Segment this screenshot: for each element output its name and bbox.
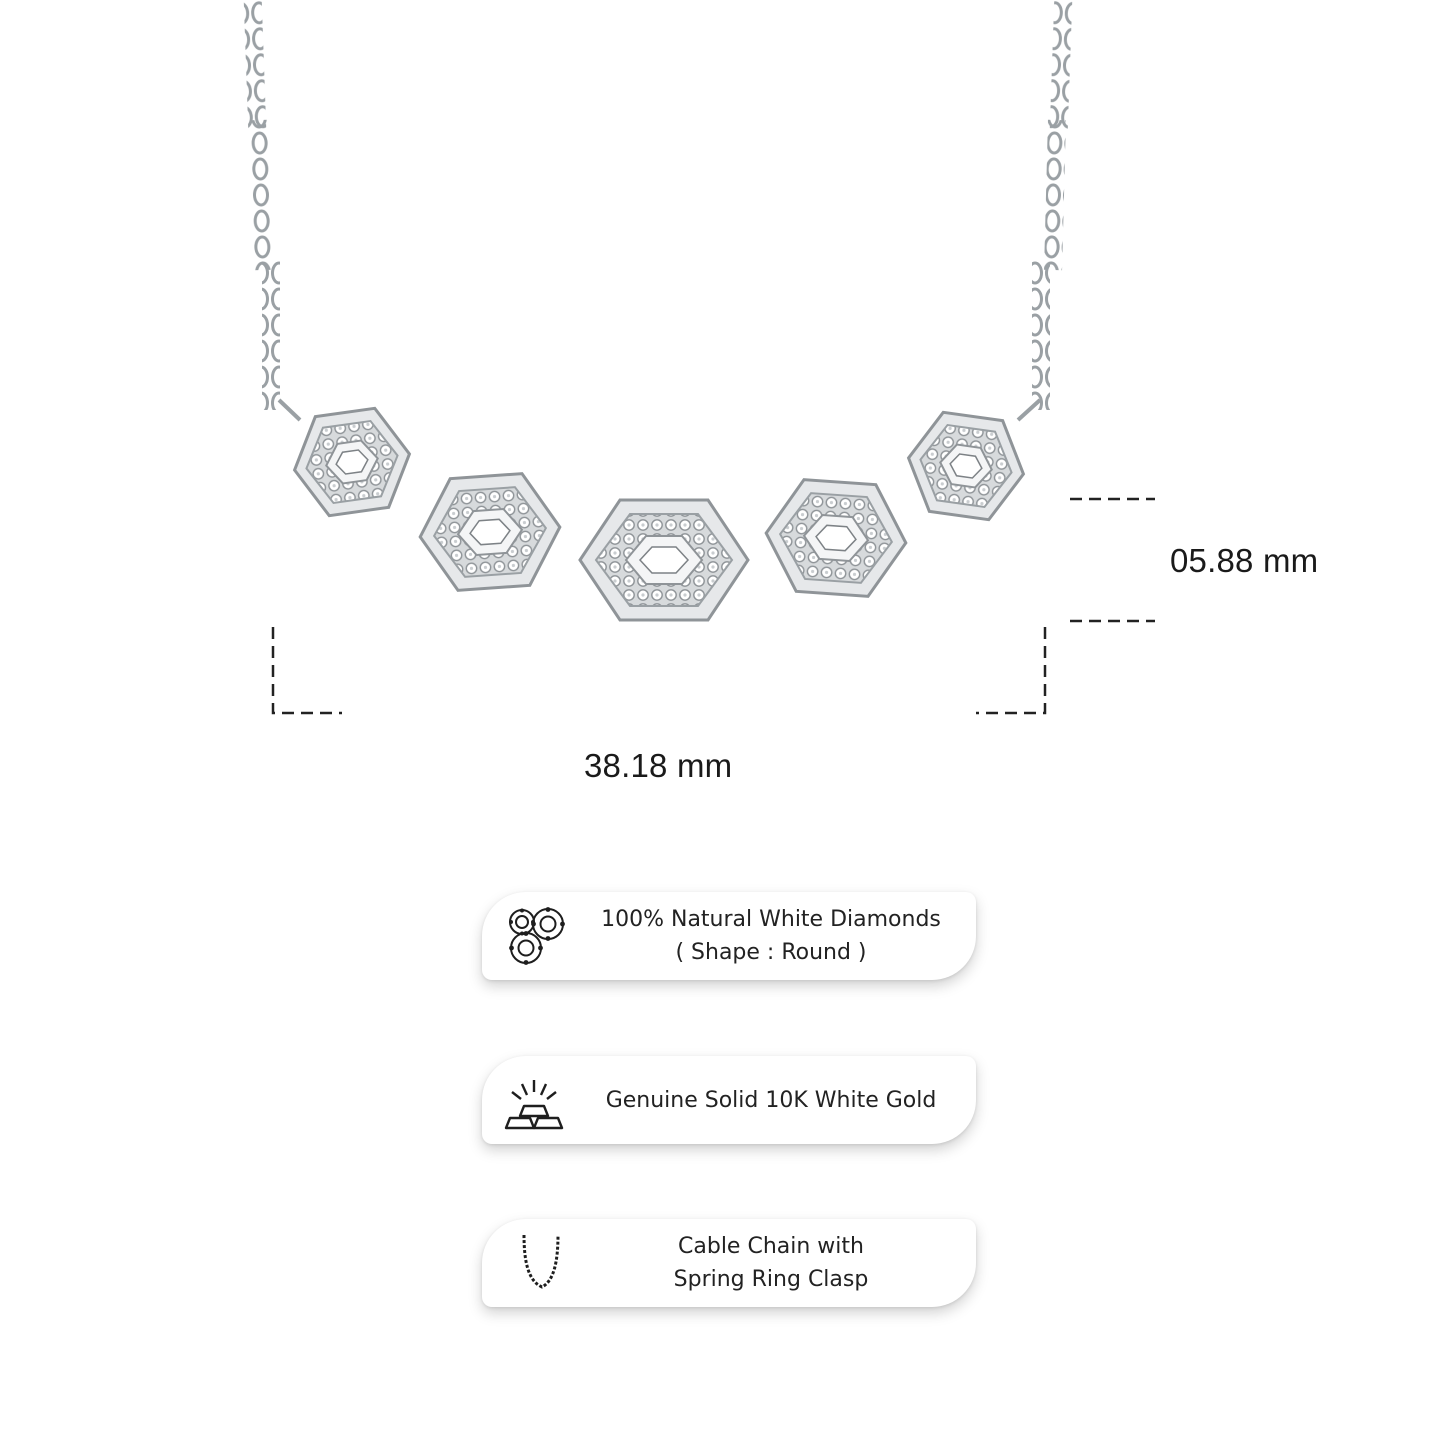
left-chain xyxy=(244,0,300,420)
width-dimension-label: 38.18 mm xyxy=(584,747,733,784)
diamonds-line2: ( Shape : Round ) xyxy=(675,940,867,965)
height-dimension-label: 05.88 mm xyxy=(1170,542,1319,579)
feature-text-gold xyxy=(578,1056,964,1144)
feature-text-chain xyxy=(578,1219,964,1307)
feature-text-diamonds xyxy=(578,892,964,980)
pendant-bar xyxy=(288,404,1031,620)
diamonds-icon xyxy=(502,904,570,968)
width-dimension-guides xyxy=(273,627,1045,713)
gold-line1: Genuine Solid 10K White Gold xyxy=(605,1087,937,1113)
right-chain xyxy=(1018,0,1072,420)
cable-chain-icon xyxy=(502,1231,570,1295)
feature-card-gold xyxy=(482,1056,976,1144)
height-dimension-guides xyxy=(1070,499,1155,621)
diamonds-line1: 100% Natural White Diamonds xyxy=(601,907,941,932)
gold-bars-icon xyxy=(502,1068,570,1132)
feature-card-chain xyxy=(482,1219,976,1307)
feature-card-diamonds xyxy=(482,892,976,980)
chain-line2: Spring Ring Clasp xyxy=(673,1267,869,1292)
chain-line1: Cable Chain with xyxy=(678,1234,864,1259)
